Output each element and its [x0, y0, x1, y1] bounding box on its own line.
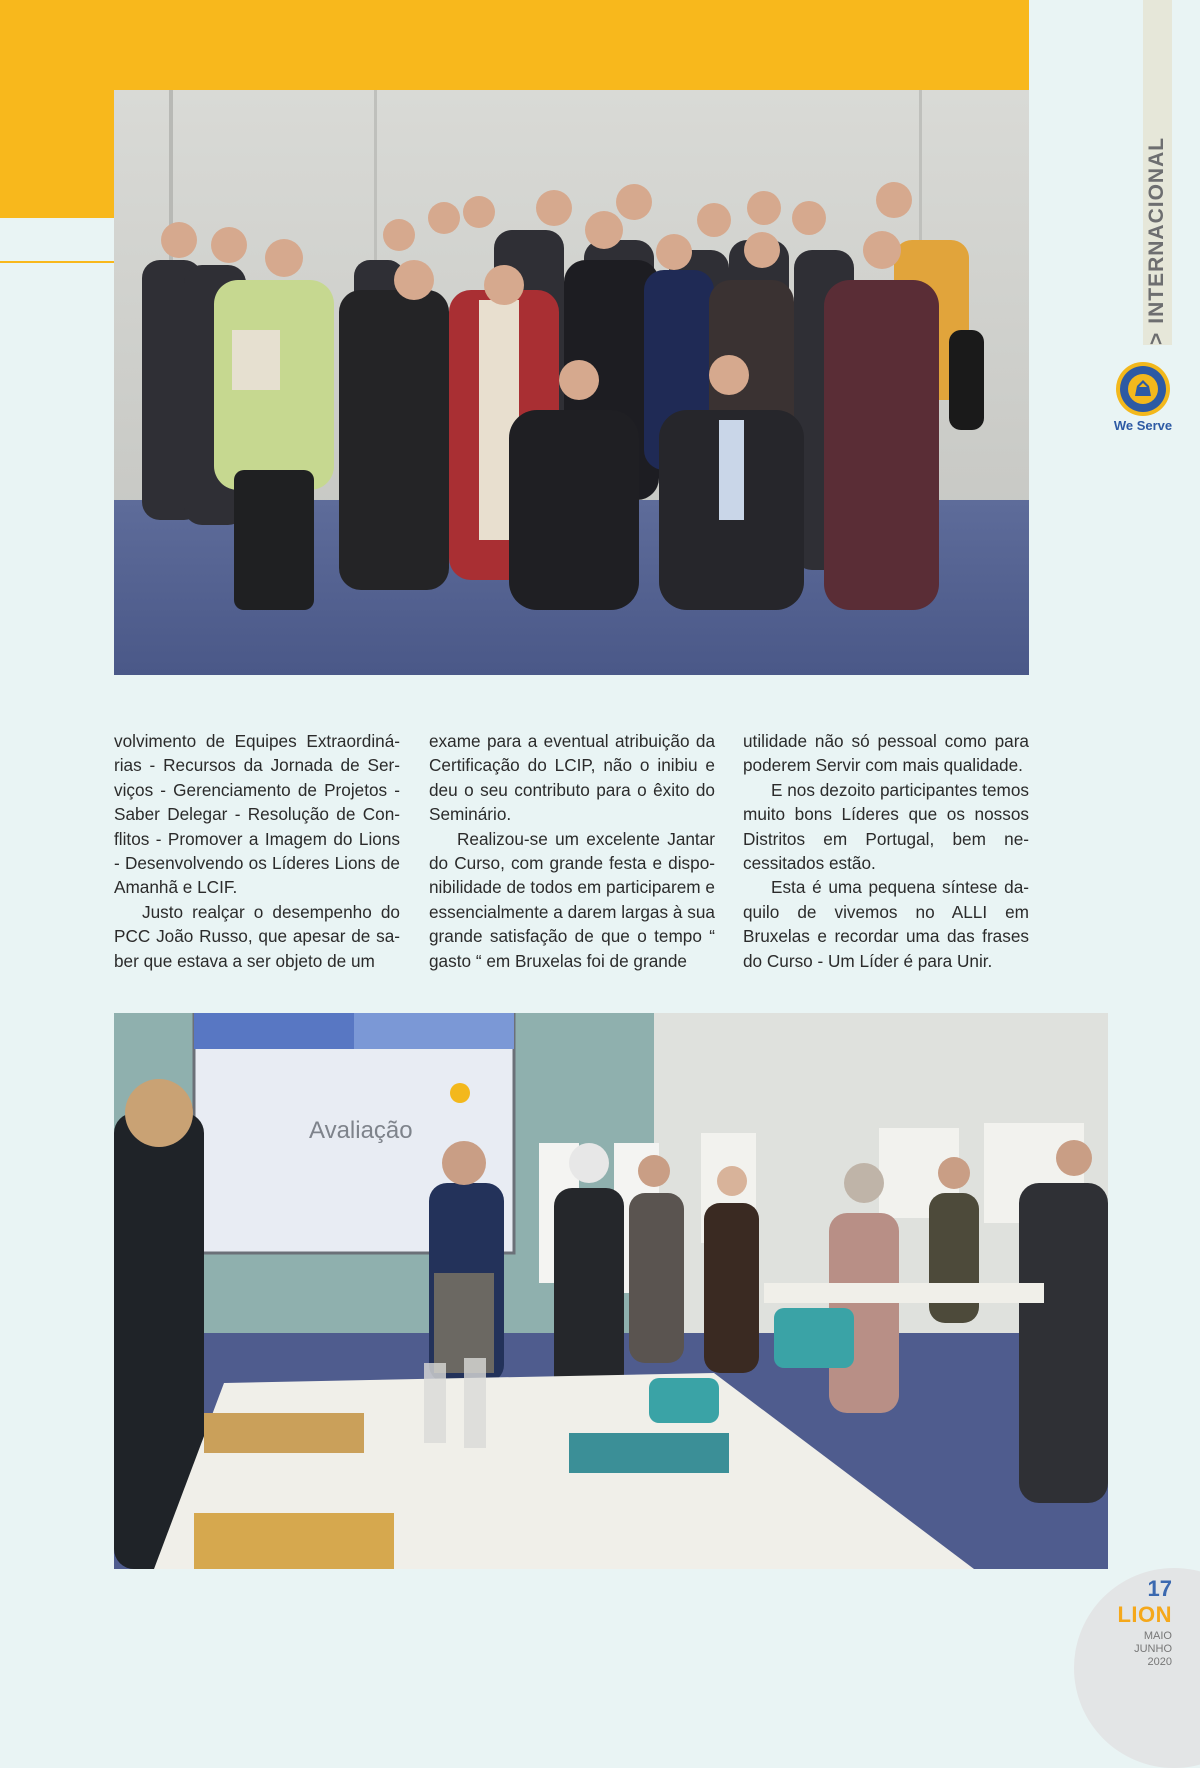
issue-month-2: JUNHO [1134, 1643, 1172, 1655]
lions-emblem-icon [1113, 360, 1173, 418]
seminar-room-photo [114, 1013, 1108, 1569]
issue-date [1134, 1630, 1172, 1669]
section-label [1146, 137, 1167, 345]
group-photo [114, 90, 1029, 675]
left-yellow-block [0, 90, 114, 218]
issue-month-1: MAIO [1143, 1630, 1172, 1642]
page-number: 17 [1147, 1576, 1172, 1601]
article-body [114, 729, 1029, 979]
issue-year: 2020 [1147, 1656, 1172, 1668]
paragraph: Realizou-se um excelente Jantar do Curso, com grande festa e disponibilidade de todos em participarem e essencialmente a darem largas à sua grande satisfação de que o tempo “ gasto “ em Bruxelas foi de grande [429, 828, 715, 971]
paragraph: Justo realçar o desempenho do PCC João Russo, que apesar de saber que estava a ser objeto de um [114, 901, 400, 971]
article-column-1 [114, 729, 400, 973]
paragraph: E nos dezoito participantes temos muito bons Líderes que os nossos Distritos em Portugal, bem necessitados estão. [743, 779, 1029, 874]
left-yellow-rule [0, 261, 114, 263]
magazine-name: LION [1117, 1602, 1172, 1627]
lions-motto: We Serve [1113, 418, 1173, 433]
top-yellow-band [0, 0, 1029, 90]
section-label-text: INTERNACIONAL [1145, 136, 1168, 324]
seminar-room-photo-image [114, 1013, 1108, 1569]
paragraph: utilidade não só pessoal como para poderem Servir com mais qualidade. [743, 731, 1029, 776]
paragraph: Esta é uma pequena síntese daquilo de vivemos no ALLI em Bruxelas e recordar uma das frases do Curso - Um Líder é para Unir. [743, 877, 1029, 971]
article-column-3 [743, 729, 1029, 973]
slide-title: Avaliação [309, 1117, 413, 1144]
paragraph: volvimento de Equipes Extraordinárias - Recursos da Jornada de Serviços - Gerenciamento de Projetos - Saber Delegar - Resolução de Conflitos - Promover a Imagem do Lions - Desenvolvendo os Líderes Lions de Amanhã e LCIF. [114, 731, 400, 898]
paragraph: exame para a eventual atribuição da Certificação do LCIP, não o inibiu e deu o seu contributo para o êxito do Seminário. [429, 731, 715, 825]
group-photo-image [114, 90, 1029, 675]
chevron-right-icon: > [1145, 331, 1168, 345]
article-column-2 [429, 729, 715, 973]
